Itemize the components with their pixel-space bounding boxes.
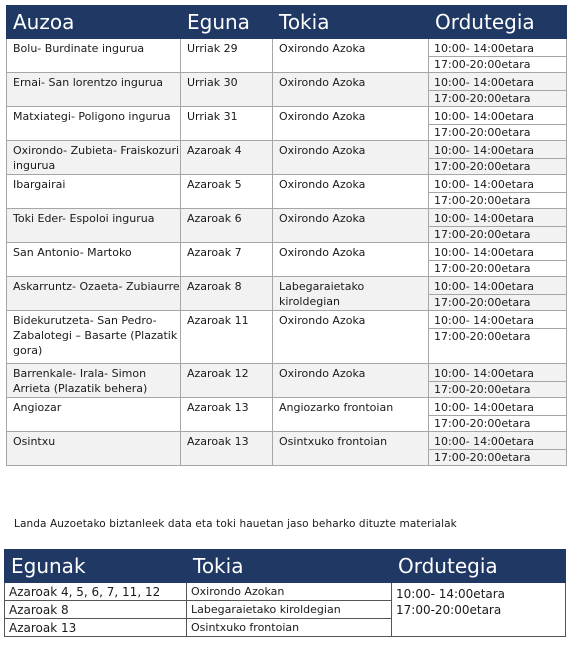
cell-eguna: Azaroak 6 [181, 209, 273, 243]
time-afternoon: 17:00-20:00etara [434, 417, 531, 430]
time-morning: 10:00- 14:00etara [429, 109, 566, 125]
schedule-row [7, 243, 567, 277]
header-tokia-2: Tokia [187, 550, 392, 583]
cell-auzoa: Oxirondo- Zubieta- Fraiskozuri ingurua [7, 141, 181, 175]
cell-eguna: Urriak 30 [181, 73, 273, 107]
landa-tokia: Osintxuko frontoian [187, 619, 392, 637]
cell-eguna: Azaroak 13 [181, 398, 273, 432]
header-tokia: Tokia [273, 6, 429, 39]
header-ordutegia-2: Ordutegia [392, 550, 566, 583]
time-morning: 10:00- 14:00etara [429, 143, 566, 159]
time-morning: 10:00- 14:00etara [429, 211, 566, 227]
time-afternoon: 17:00-20:00etara [434, 58, 531, 71]
cell-tokia: Oxirondo Azoka [273, 107, 429, 141]
time-afternoon: 17:00-20:00etara [434, 383, 531, 396]
cell-tokia: Labegaraietako kiroldegian [273, 277, 429, 311]
time-morning: 10:00- 14:00etara [429, 434, 566, 450]
schedule-row [7, 107, 567, 141]
cell-eguna: Azaroak 5 [181, 175, 273, 209]
header-eguna: Eguna [181, 6, 273, 39]
time-morning: 10:00- 14:00etara [429, 279, 566, 295]
cell-auzoa: Bolu- Burdinate ingurua [7, 39, 181, 73]
time-afternoon: 17:00-20:00etara [434, 228, 531, 241]
cell-auzoa: Angiozar [7, 398, 181, 432]
time-morning: 10:00- 14:00etara [429, 41, 566, 57]
cell-ordutegia [429, 311, 567, 364]
cell-ordutegia [429, 141, 567, 175]
cell-auzoa: Osintxu [7, 432, 181, 466]
cell-eguna: Azaroak 13 [181, 432, 273, 466]
time-afternoon: 17:00-20:00etara [434, 194, 531, 207]
cell-ordutegia [429, 175, 567, 209]
cell-tokia: Angiozarko frontoian [273, 398, 429, 432]
cell-eguna: Azaroak 7 [181, 243, 273, 277]
time-afternoon: 17:00-20:00etara [434, 126, 531, 139]
schedule-row [7, 39, 567, 73]
cell-auzoa: Ernai- San lorentzo ingurua [7, 73, 181, 107]
cell-tokia: Oxirondo Azoka [273, 243, 429, 277]
schedule-table [6, 5, 567, 466]
cell-eguna: Azaroak 12 [181, 364, 273, 398]
time-morning: 10:00- 14:00etara [429, 366, 566, 382]
cell-tokia: Oxirondo Azoka [273, 311, 429, 364]
cell-eguna: Azaroak 4 [181, 141, 273, 175]
landa-egunak: Azaroak 4, 5, 6, 7, 11, 12 [5, 583, 187, 601]
cell-tokia: Oxirondo Azoka [273, 141, 429, 175]
cell-auzoa: Bidekurutzeta- San Pedro- Zabalotegi – Basarte (Plazatik gora) [7, 311, 181, 364]
cell-ordutegia [429, 107, 567, 141]
cell-eguna: Azaroak 11 [181, 311, 273, 364]
schedule-row [7, 209, 567, 243]
header-egunak: Egunak [5, 550, 187, 583]
cell-ordutegia [429, 209, 567, 243]
cell-auzoa: San Antonio- Martoko [7, 243, 181, 277]
schedule-row [7, 432, 567, 466]
time-afternoon: 17:00-20:00etara [434, 296, 531, 309]
cell-eguna: Urriak 31 [181, 107, 273, 141]
time-afternoon: 17:00-20:00etara [434, 262, 531, 275]
cell-eguna: Azaroak 8 [181, 277, 273, 311]
schedule-row [7, 73, 567, 107]
schedule-row [7, 175, 567, 209]
landa-egunak: Azaroak 8 [5, 601, 187, 619]
cell-ordutegia [429, 73, 567, 107]
time-afternoon: 17:00-20:00etara [434, 451, 531, 464]
cell-auzoa: Ibargairai [7, 175, 181, 209]
cell-ordutegia [429, 39, 567, 73]
time-afternoon: 17:00-20:00etara [434, 330, 531, 343]
time-morning: 10:00- 14:00etara [429, 245, 566, 261]
cell-auzoa: Matxiategi- Poligono ingurua [7, 107, 181, 141]
schedule-row [7, 141, 567, 175]
cell-auzoa: Barrenkale- Irala- Simon Arrieta (Plazatik behera) [7, 364, 181, 398]
cell-tokia: Oxirondo Azoka [273, 73, 429, 107]
cell-auzoa: Toki Eder- Espoloi ingurua [7, 209, 181, 243]
schedule-row [7, 311, 567, 364]
landa-note: Landa Auzoetako biztanleek data eta toki hauetan jaso beharko dituzte materialak [14, 518, 457, 530]
cell-ordutegia [429, 243, 567, 277]
time-morning: 10:00- 14:00etara [429, 177, 566, 193]
cell-tokia: Oxirondo Azoka [273, 39, 429, 73]
landa-time-afternoon: 17:00-20:00etara [396, 603, 502, 617]
cell-tokia: Osintxuko frontoian [273, 432, 429, 466]
header-ordutegia: Ordutegia [429, 6, 567, 39]
cell-ordutegia [429, 398, 567, 432]
cell-ordutegia [429, 432, 567, 466]
time-afternoon: 17:00-20:00etara [434, 92, 531, 105]
cell-ordutegia [429, 364, 567, 398]
landa-row [5, 583, 566, 601]
cell-eguna: Urriak 29 [181, 39, 273, 73]
time-morning: 10:00- 14:00etara [429, 313, 566, 329]
cell-tokia: Oxirondo Azoka [273, 209, 429, 243]
landa-header-row [5, 550, 566, 583]
time-afternoon: 17:00-20:00etara [434, 160, 531, 173]
time-morning: 10:00- 14:00etara [429, 75, 566, 91]
cell-tokia: Oxirondo Azoka [273, 364, 429, 398]
cell-tokia: Oxirondo Azoka [273, 175, 429, 209]
cell-ordutegia [429, 277, 567, 311]
landa-tokia: Oxirondo Azokan [187, 583, 392, 601]
time-morning: 10:00- 14:00etara [429, 400, 566, 416]
landa-schedule-table [4, 549, 566, 637]
landa-tokia: Labegaraietako kiroldegian [187, 601, 392, 619]
landa-ordutegia [392, 583, 566, 637]
schedule-row [7, 277, 567, 311]
schedule-row [7, 364, 567, 398]
cell-auzoa: Askarruntz- Ozaeta- Zubiaurre [7, 277, 181, 311]
schedule-header-row [7, 6, 567, 39]
schedule-row [7, 398, 567, 432]
header-auzoa: Auzoa [7, 6, 181, 39]
landa-time-morning: 10:00- 14:00etara [396, 587, 506, 601]
landa-egunak: Azaroak 13 [5, 619, 187, 637]
